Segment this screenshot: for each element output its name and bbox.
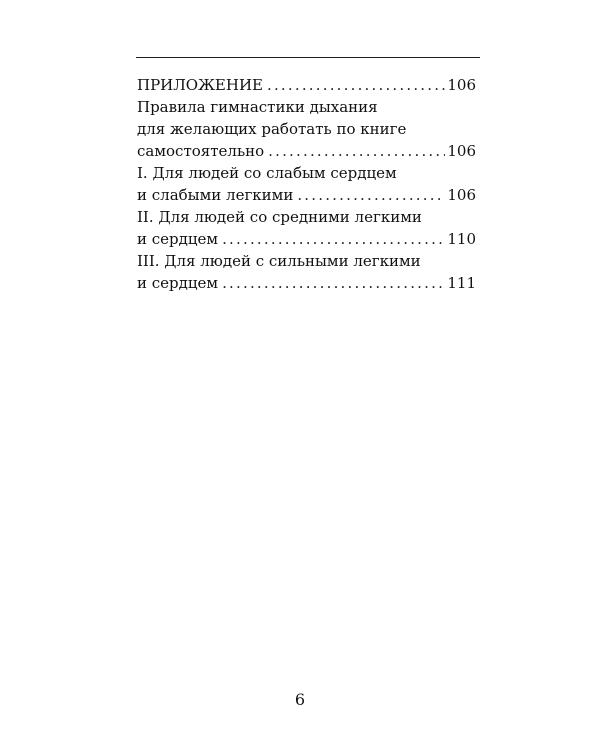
toc-entry-line [137, 118, 476, 140]
toc-entry-title: III. Для людей с сильными легкими [137, 252, 421, 270]
toc-entry-line [137, 162, 476, 184]
toc-entry-page: 110 [447, 230, 476, 248]
toc-entry-title: ПРИЛОЖЕНИЕ [137, 76, 263, 94]
toc-entry-title: и слабыми легкими [137, 186, 294, 204]
toc-entry-line [137, 96, 476, 118]
toc-entry-title: самостоятельно [137, 142, 265, 160]
dot-leader [222, 272, 445, 294]
toc-entry-strong-lungs [137, 272, 476, 294]
dot-leader [297, 184, 445, 206]
top-divider [136, 57, 480, 58]
toc-entry-line [137, 250, 476, 272]
toc-entry-title: I. Для людей со слабым сердцем [137, 164, 397, 182]
toc-entry-title: и сердцем [137, 230, 219, 248]
toc-entry-page: 106 [447, 76, 476, 94]
dot-leader [222, 228, 445, 250]
dot-leader [267, 74, 445, 96]
toc-entry-title: для желающих работать по книге [137, 120, 407, 138]
toc-entry-medium-lungs [137, 228, 476, 250]
table-of-contents [137, 74, 476, 294]
toc-entry-appendix [137, 74, 476, 96]
toc-entry-weak-heart [137, 184, 476, 206]
toc-entry-page: 106 [447, 142, 476, 160]
toc-entry-breathing-rules [137, 140, 476, 162]
toc-entry-page: 106 [447, 186, 476, 204]
toc-entry-title: Правила гимнастики дыхания [137, 98, 378, 116]
toc-entry-title: и сердцем [137, 274, 219, 292]
toc-entry-title: II. Для людей со средними легкими [137, 208, 422, 226]
dot-leader [268, 140, 445, 162]
toc-entry-line [137, 206, 476, 228]
toc-entry-page: 111 [447, 274, 476, 292]
page-number: 6 [294, 690, 306, 709]
